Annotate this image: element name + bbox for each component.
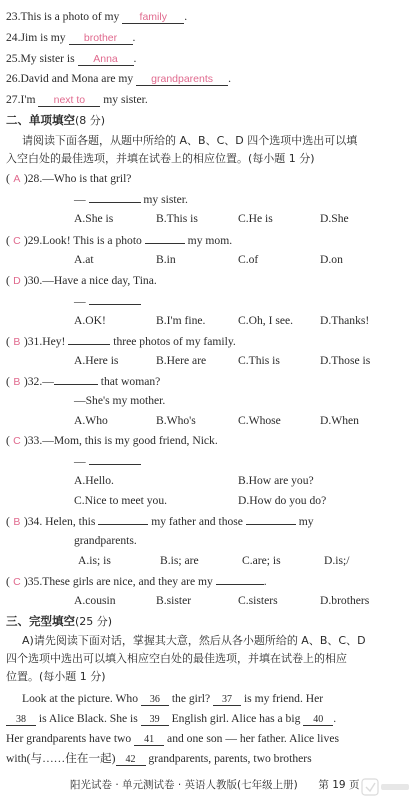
answer-26: grandparents <box>136 73 228 86</box>
q31-option-b: B.Here are <box>156 354 207 367</box>
q33-option-b: B.How are you? <box>238 474 314 487</box>
footer <box>70 778 359 792</box>
answer-27: next to <box>38 94 100 107</box>
question-35: ( C )35.These girls are nice, and they are my . <box>6 575 267 588</box>
q28-option-b: B.This is <box>156 212 198 225</box>
q34-option-a: A.is; is <box>78 554 111 567</box>
question-28: ( A )28.—Who is that gril? <box>6 172 132 185</box>
question-32-line-2: —She's my mother. <box>74 394 166 407</box>
q30-option-a: A.OK! <box>74 314 106 327</box>
question-34: ( B )34. Helen, this my father and those my <box>6 515 314 528</box>
blank-39: 39 <box>141 714 169 726</box>
question-30: ( D )30.—Have a nice day, Tina. <box>6 274 157 287</box>
passage-line-1: Look at the picture. Who 36 the girl? 37 is my friend. Her <box>22 692 324 705</box>
q32-option-a: A.Who <box>74 414 108 427</box>
blank-37: 37 <box>213 694 241 706</box>
q33-option-d: D.How do you do? <box>238 494 327 507</box>
q33-option-c: C.Nice to meet you. <box>74 494 168 507</box>
watermark-logo-icon <box>361 776 411 798</box>
q29-option-d: D.on <box>320 253 343 266</box>
q28-option-c: C.He is <box>238 212 273 225</box>
q29-option-b: B.in <box>156 253 176 266</box>
answer-25: Anna <box>78 53 134 66</box>
q34-option-b: B.is; are <box>160 554 199 567</box>
section-3-instructions-line-2: 四个选项中选出可以填入相应空白处的最佳选项，并填在试卷上的相应 <box>6 652 347 665</box>
q30-option-b: B.I'm fine. <box>156 314 206 327</box>
section-3-heading: 三、完型填空(25 分) <box>6 614 113 628</box>
question-29: ( C )29.Look! This is a photo my mom. <box>6 234 233 247</box>
question-28-line-2: — my sister. <box>74 193 188 206</box>
blank-38: 38 <box>6 714 36 726</box>
answer-34: B <box>13 516 21 528</box>
q31-option-a: A.Here is <box>74 354 119 367</box>
question-34-line-2: grandparents. <box>74 534 137 547</box>
q31-option-c: C.This is <box>238 354 280 367</box>
q29-option-a: A.at <box>74 253 94 266</box>
answer-28: A <box>13 173 21 185</box>
blank-42: 42 <box>116 754 146 766</box>
q34-option-d: D.is;/ <box>324 554 350 567</box>
section-3-instructions-line-1: A)请先阅读下面对话，掌握其大意，然后从各小题所给的 A、B、C、D <box>22 634 366 647</box>
q35-option-c: C.sisters <box>238 594 278 607</box>
passage-line-3: Her grandparents have two 41 and one son — her father. Alice lives <box>6 732 339 745</box>
page-number: 第 19 页 <box>318 779 360 791</box>
blank-36: 36 <box>141 694 169 706</box>
question-33: ( C )33.—Mom, this is my good friend, Nick. <box>6 434 218 447</box>
q28-option-a: A.She is <box>74 212 114 225</box>
q35-option-d: D.brothers <box>320 594 370 607</box>
section-3-instructions-line-3: 位置。(每小题 1 分) <box>6 670 106 683</box>
question-32: ( B )32.— that woman? <box>6 375 161 388</box>
question-31: ( B )31.Hey! three photos of my family. <box>6 335 236 348</box>
q32-option-b: B.Who's <box>156 414 196 427</box>
answer-24: brother <box>69 32 133 45</box>
question-33-line-2: — <box>74 454 141 469</box>
question-24: 24.Jim is my brother . <box>6 31 136 44</box>
section-2-instructions-line-1: 请阅读下面各题，从题中所给的 A、B、C、D 四个选项中选出可以填 <box>22 134 358 147</box>
passage-line-2: 38 is Alice Black. She is 39 English girl. Alice has a big 40 . <box>6 712 336 726</box>
q29-option-c: C.of <box>238 253 259 266</box>
q30-option-d: D.Thanks! <box>320 314 370 327</box>
q31-option-d: D.Those is <box>320 354 371 367</box>
answer-33: C <box>13 435 21 447</box>
answer-32: B <box>13 376 21 388</box>
q33-option-a: A.Hello. <box>74 474 114 487</box>
answer-29: C <box>13 235 21 247</box>
answer-30: D <box>13 275 21 287</box>
q30-option-c: C.Oh, I see. <box>238 314 294 327</box>
answer-35: C <box>13 576 21 588</box>
q35-option-b: B.sister <box>156 594 192 607</box>
question-26: 26.David and Mona are my grandparents . <box>6 72 231 85</box>
question-27: 27.I'm next to my sister. <box>6 93 148 106</box>
question-23: 23.This is a photo of my family . <box>6 10 188 23</box>
q28-option-d: D.She <box>320 212 349 225</box>
passage-line-4: with(与……住在一起) 42 grandparents, parents, two brothers <box>6 752 312 765</box>
blank-41: 41 <box>134 734 164 746</box>
section-2-heading: 二、单项填空(8 分) <box>6 113 106 127</box>
section-2-instructions-line-2: 入空白处的最佳选项，并填在试卷上的相应位置。(每小题 1 分) <box>6 152 315 165</box>
blank-40: 40 <box>303 714 333 726</box>
answer-31: B <box>13 336 21 348</box>
q32-option-c: C.Whose <box>238 414 281 427</box>
q32-option-d: D.When <box>320 414 359 427</box>
question-25: 25.My sister is Anna . <box>6 52 137 65</box>
q35-option-a: A.cousin <box>74 594 116 607</box>
q34-option-c: C.are; is <box>242 554 281 567</box>
footer-title: 阳光试卷 · 单元测试卷 · 英语人教版(七年级上册) <box>70 779 298 791</box>
question-30-line-2: — <box>74 294 141 309</box>
answer-23: family <box>122 11 184 24</box>
